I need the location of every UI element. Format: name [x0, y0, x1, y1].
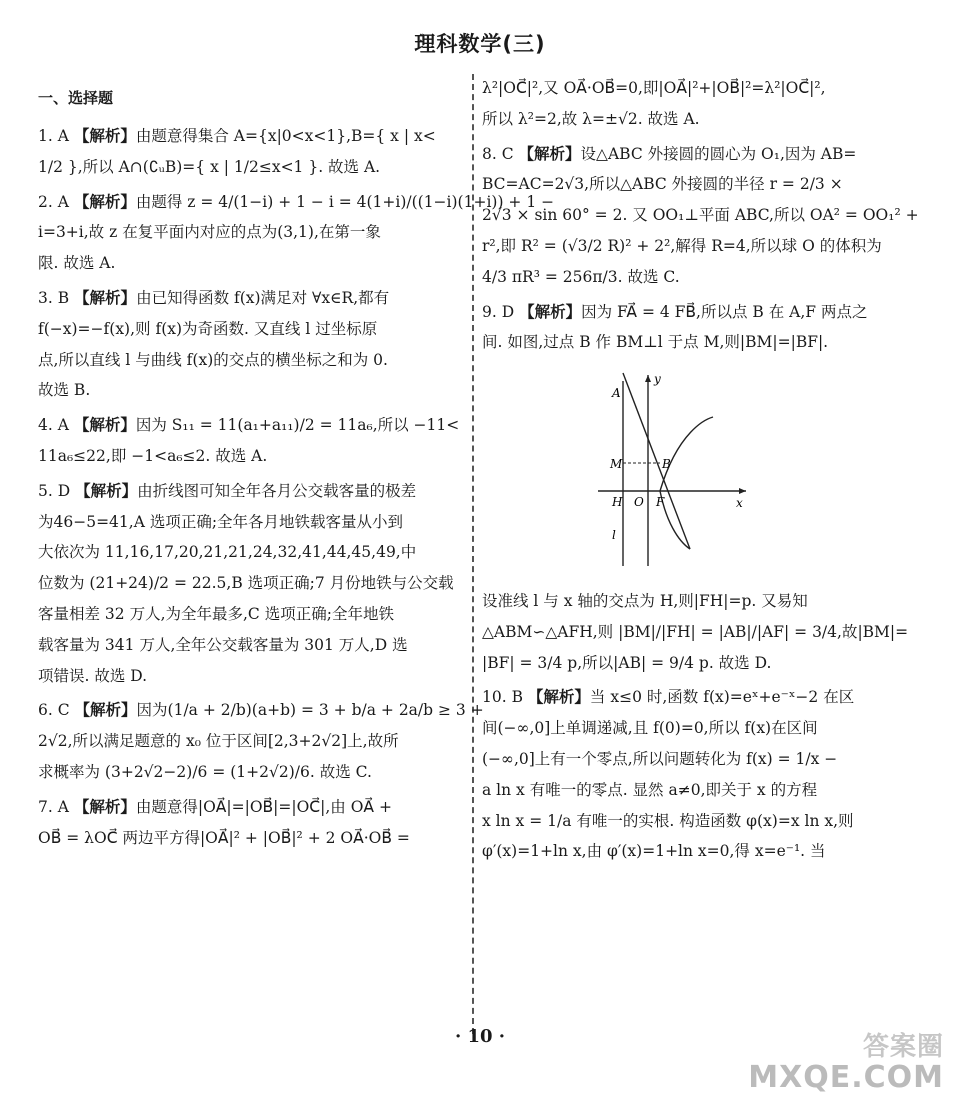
solution-tag: 【解析】 [73, 127, 136, 145]
solution-tag: 【解析】 [75, 481, 138, 500]
solution-item [482, 76, 906, 132]
solution-item [482, 142, 919, 290]
solution-line: 大依次为 11,16,17,20,21,21,24,32,41,44,45,49,中 [38, 543, 417, 562]
solution-line: 载客量为 341 万人,全年公交载客量为 301 万人,D 选 [38, 635, 408, 654]
solution-tag: 【解析】 [74, 701, 137, 720]
solution-tag: 【解析】 [74, 288, 137, 307]
left-items [38, 124, 555, 850]
solution-line: 限. 故选 A. [38, 254, 116, 273]
solution-line: 2√2,所以满足题意的 x₀ 位于区间[2,3+2√2]上,故所 [38, 732, 399, 751]
solution-item [38, 413, 460, 469]
solution-line: r²,即 R² = (√3/2 R)² + 2²,解得 R=4,所以球 O 的体积为 [482, 236, 882, 255]
solution-line: φ′(x)=1+ln x,由 φ′(x)=1+ln x=0,得 x=e⁻¹. 当 [482, 842, 826, 861]
label-H: H [612, 495, 623, 510]
solution-line: 客量相差 32 万人,为全年最多,C 选项正确;全年地铁 [38, 604, 394, 623]
right-column [482, 76, 919, 874]
solution-line: 5. D 【解析】由折线图可知全年各月公交载客量的极差 [38, 481, 417, 500]
watermark-logo [748, 1034, 944, 1093]
solution-line: 8. C 【解析】设△ABC 外接圆的圆心为 O₁,因为 AB= [482, 144, 857, 163]
solution-line: x ln x = 1/a 有唯一的实根. 构造函数 φ(x)=x ln x,则 [482, 811, 854, 830]
label-l: l [612, 528, 616, 543]
solution-tag: 【解析】 [519, 302, 582, 321]
solution-line: 点,所以直线 l 与曲线 f(x)的交点的横坐标之和为 0. [38, 350, 388, 369]
line-AF [623, 373, 690, 549]
solution-line: BC=AC=2√3,所以△ABC 外接圆的半径 r = 2/3 × [482, 175, 843, 194]
section-heading: 一、选择题 [38, 89, 114, 107]
solution-line: 间(−∞,0]上单调递减,且 f(0)=0,所以 f(x)在区间 [482, 719, 818, 738]
solution-item [38, 795, 460, 851]
solution-item [482, 589, 909, 675]
solution-item [482, 300, 906, 356]
page-title: 理科数学(三) [414, 32, 546, 56]
parabola-lower [660, 491, 690, 549]
page-number: · 10 · [454, 1026, 506, 1047]
y-axis-arrow [645, 375, 651, 382]
solution-line: 项错误. 故选 D. [38, 666, 148, 685]
solution-tag: 【解析】 [73, 192, 136, 211]
solution-line: 间. 如图,过点 B 作 BM⊥l 于点 M,则|BM|=|BF|. [482, 333, 829, 352]
label-O: O [634, 495, 644, 510]
right-items-b [482, 589, 909, 864]
label-x: x [736, 496, 743, 511]
solution-line: 故选 B. [38, 381, 91, 400]
solution-line: 7. A 【解析】由题意得|OA⃗|=|OB⃗|=|OC⃗|,由 OA⃗ + [38, 797, 392, 816]
solution-line: |BF| = 3/4 p,所以|AB| = 9/4 p. 故选 D. [482, 653, 772, 672]
solution-item [38, 698, 484, 784]
solution-line: 10. B 【解析】当 x≤0 时,函数 f(x)=eˣ+e⁻ˣ−2 在区 [482, 688, 855, 707]
solution-line: 为46−5=41,A 选项正确;全年各月地铁载客量从小到 [38, 512, 404, 531]
solution-line: 位数为 (21+24)/2 = 22.5,B 选项正确;7 月份地铁与公交载 [38, 574, 454, 593]
x-axis-arrow [739, 488, 746, 494]
label-M: M [610, 457, 623, 472]
solution-line: 2√3 × sin 60° = 2. 又 OO₁⊥平面 ABC,所以 OA² = OO₁² + [482, 206, 919, 225]
solution-item [38, 286, 460, 403]
solution-line: 2. A 【解析】由题得 z = 4/(1−i) + 1 − i = 4(1+i)/((1−i)(1+i)) + 1 − [38, 192, 555, 211]
solution-item [38, 190, 555, 276]
label-A: A [612, 386, 621, 401]
label-F: F [656, 495, 665, 510]
right-items-a [482, 76, 919, 355]
solution-line: 6. C 【解析】因为(1/a + 2/b)(a+b) = 3 + b/a + 2a/b ≥ 3 + [38, 701, 484, 720]
watermark-bottom: MXQE.COM [748, 1059, 944, 1095]
solution-line: 设准线 l 与 x 轴的交点为 H,则|FH|=p. 又易知 [482, 591, 808, 610]
solution-line: 4/3 πR³ = 256π/3. 故选 C. [482, 267, 680, 286]
watermark-top: 答案圈 [862, 1032, 944, 1063]
solution-line: λ²|OC⃗|²,又 OA⃗·OB⃗=0,即|OA⃗|²+|OB⃗|²=λ²|OC⃗|², [482, 79, 826, 97]
label-B: B [662, 457, 671, 472]
solution-line: a ln x 有唯一的零点. 显然 a≠0,即关于 x 的方程 [482, 780, 818, 799]
solution-item [482, 685, 906, 864]
solution-line: f(−x)=−f(x),则 f(x)为奇函数. 又直线 l 过坐标原 [38, 319, 378, 338]
solution-line: 1. A 【解析】由题意得集合 A={x|0<x<1},B={ x | x< [38, 127, 436, 145]
parabola-upper [660, 417, 713, 491]
column-divider [472, 74, 474, 1034]
solution-line: 求概率为 (3+2√2−2)/6 = (1+2√2)/6. 故选 C. [38, 762, 372, 781]
solution-tag: 【解析】 [527, 688, 590, 707]
solution-item [38, 124, 460, 180]
solution-line: 4. A 【解析】因为 S₁₁ = 11(a₁+a₁₁)/2 = 11a₆,所以 −11< [38, 416, 460, 435]
solution-line: 1/2 },所以 A∩(∁ᵤB)={ x | 1/2≤x<1 }. 故选 A. [38, 157, 381, 176]
solution-line: 11a₆≤22,即 −1<a₆≤2. 故选 A. [38, 446, 268, 465]
parabola-figure [598, 371, 748, 571]
solution-line: (−∞,0]上有一个零点,所以问题转化为 f(x) = 1/x − [482, 749, 838, 768]
label-y: y [654, 372, 661, 387]
solution-line: 所以 λ²=2,故 λ=±√2. 故选 A. [482, 109, 700, 128]
solution-line: 3. B 【解析】由已知得函数 f(x)满足对 ∀x∈R,都有 [38, 288, 390, 307]
solution-tag: 【解析】 [518, 144, 581, 163]
solution-line: 9. D 【解析】因为 FA⃗ = 4 FB⃗,所以点 B 在 A,F 两点之 [482, 302, 868, 321]
left-column [38, 84, 555, 860]
solution-item [38, 479, 460, 689]
solution-line: OB⃗ = λOC⃗ 两边平方得|OA⃗|² + |OB⃗|² + 2 OA⃗·OB⃗ = [38, 828, 410, 847]
solution-tag: 【解析】 [73, 416, 136, 435]
solution-tag: 【解析】 [73, 797, 136, 816]
solution-line: i=3+i,故 z 在复平面内对应的点为(3,1),在第一象 [38, 223, 381, 242]
solution-line: △ABM∽△AFH,则 |BM|/|FH| = |AB|/|AF| = 3/4,故|BM|= [482, 622, 909, 641]
